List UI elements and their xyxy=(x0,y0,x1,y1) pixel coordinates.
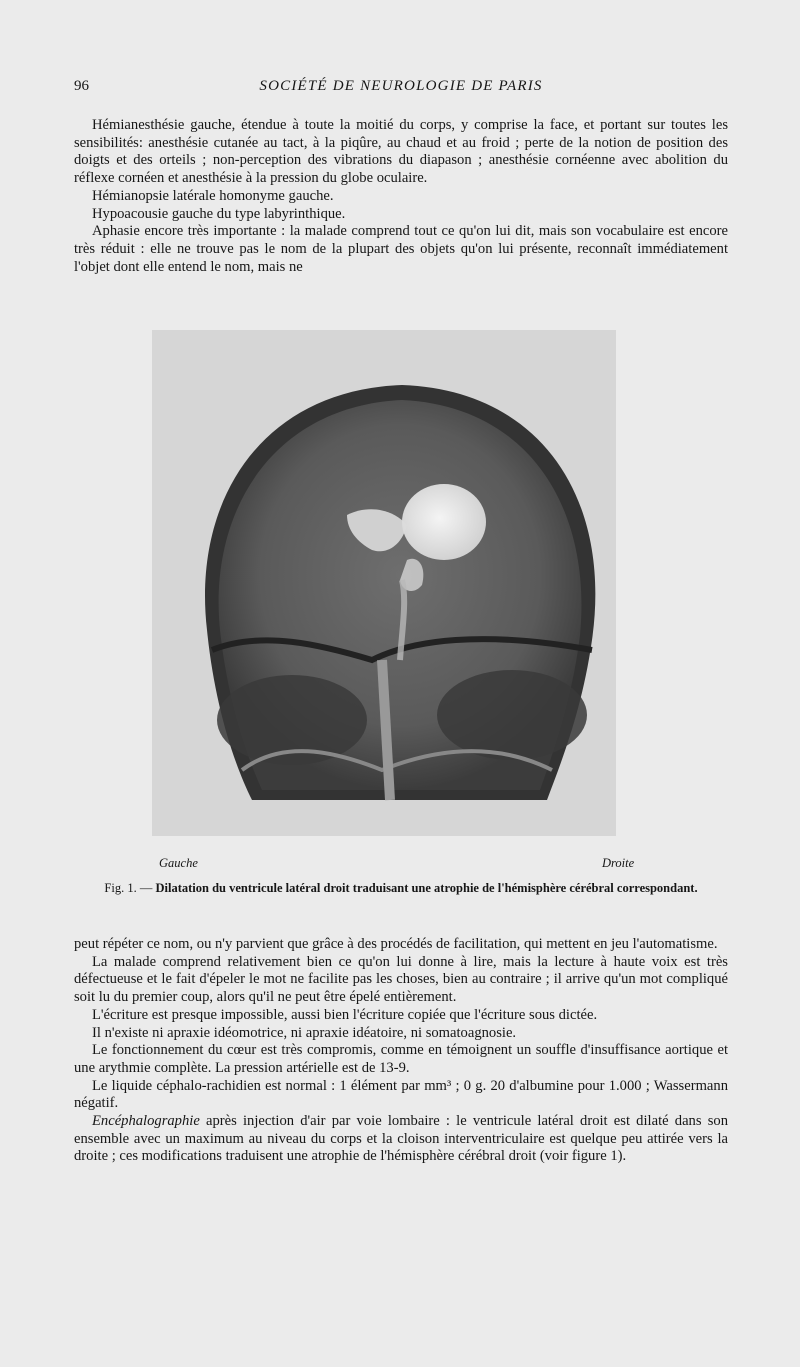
encephalogram-figure xyxy=(152,330,616,836)
figure-caption-text: Dilatation du ventricule latéral droit traduisant une atrophie de l'hémisphère cérébral correspondant. xyxy=(155,881,698,895)
paragraph-lecture: La malade comprend relativement bien ce qu'on lui donne à lire, mais la lecture à haute voix est très défectueuse et le fait d'épeler le mot ne facilite pas les choses, bien au contraire ; il arrive qu'un mot compliqué soit lu du premier coup, alors qu'il ne peut être épelé entièrement. xyxy=(74,953,728,1006)
figure-caption-label: Fig. 1. — xyxy=(104,881,153,895)
paragraph-continuation: peut répéter ce nom, ou n'y parvient que grâce à des procédés de facilitation, qui mettent en jeu l'automatisme. xyxy=(74,936,718,952)
encephalographie-text: après injection d'air par voie lombaire : le ventricule latéral droit est dilaté dans son ensemble avec un maximum au niveau du corps et la cloison interventriculaire est quelque peu attirée vers la droite ; ces modifications traduisent une atrophie de l'hémisphère cérébral droit (voir figure 1). xyxy=(74,1113,728,1165)
paragraph-hemianopsie: Hémianopsie latérale homonyme gauche. xyxy=(92,187,334,204)
paragraph-ecriture: L'écriture est presque impossible, aussi bien l'écriture copiée que l'écriture sous dictée. xyxy=(92,1006,598,1023)
paragraph-liquide: Le liquide céphalo-rachidien est normal : 1 élément par mm³ ; 0 g. 20 d'albumine pour 1.000 ; Wassermann négatif. xyxy=(74,1077,728,1112)
bottom-text-block xyxy=(74,936,728,1166)
figure-caption xyxy=(74,880,728,896)
paragraph-encephalographie xyxy=(74,1113,728,1166)
skull-xray-image xyxy=(152,330,616,836)
paragraph-coeur: Le fonctionnement du cœur est très compromis, comme en témoignent un souffle d'insuffisance aortique et une arythmie complète. La pression artérielle est de 13-9. xyxy=(74,1042,728,1076)
page-header xyxy=(74,78,728,100)
figure-label-right: Droite xyxy=(602,856,635,870)
paragraph-apraxie: Il n'existe ni apraxie idéomotrice, ni apraxie idéatoire, ni somatoagnosie. xyxy=(92,1024,517,1041)
paragraph-hemianesthesie: Hémianesthésie gauche, étendue à toute la moitié du corps, y comprise la face, et portant sur toutes les sensibilités: anesthésie cutanée au tact, à la piqûre, au chaud et au froid ; perte de la notion de position des doigts et des orteils ; non-perception des vibrations du diapason ; anesthésie cornéenne avec abolition du réflexe cornéen et anesthésie à la pression du globe oculaire. xyxy=(74,117,728,187)
encephalographie-lead: Encéphalographie xyxy=(92,1113,200,1130)
paragraph-hypoacousie: Hypoacousie gauche du type labyrinthique. xyxy=(92,205,346,222)
running-title: SOCIÉTÉ DE NEUROLOGIE DE PARIS xyxy=(259,78,543,94)
page-number: 96 xyxy=(74,78,89,94)
figure-label-left: Gauche xyxy=(159,856,198,870)
paragraph-aphasie: Aphasie encore très importante : la malade comprend tout ce qu'on lui dit, mais son vocabulaire est encore très réduit : elle ne trouve pas le nom de la plupart des objets qu'on lui présente, reconnaît immédiatement l'objet dont elle entend le nom, mais ne xyxy=(74,223,728,275)
top-text-block xyxy=(74,117,728,276)
